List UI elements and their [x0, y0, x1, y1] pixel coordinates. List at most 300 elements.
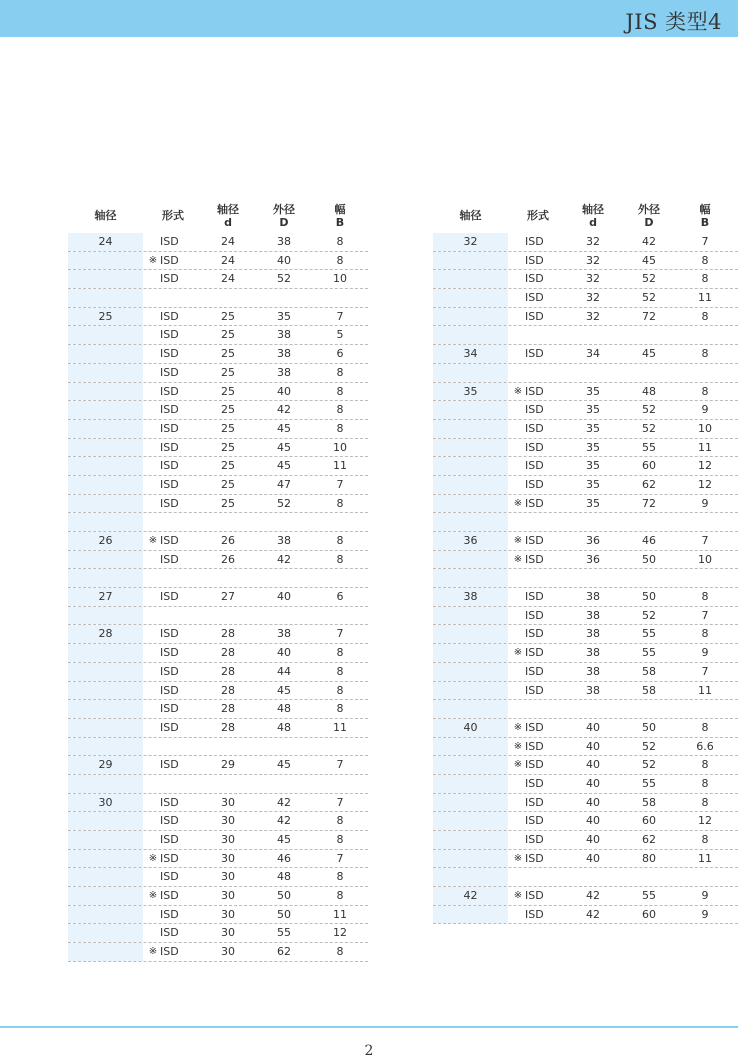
- col-header-D: [629, 203, 669, 229]
- inner-diameter: 40: [586, 720, 600, 734]
- table-row: [68, 625, 368, 644]
- inner-diameter: 35: [586, 421, 600, 435]
- outer-diameter: 50: [642, 590, 656, 604]
- width-value: 7: [701, 608, 709, 622]
- outer-diameter: 46: [642, 534, 656, 547]
- inner-diameter: 28: [221, 702, 235, 716]
- width-value: 9: [701, 889, 709, 903]
- outer-diameter: 50: [642, 552, 656, 566]
- table-row: [68, 495, 368, 514]
- outer-diameter: 58: [642, 664, 656, 678]
- shaft-cell-bg: [433, 495, 508, 513]
- note-mark: ※: [148, 946, 158, 958]
- seal-type: ISD: [525, 440, 544, 454]
- inner-diameter: 25: [221, 347, 235, 361]
- outer-diameter: 55: [277, 926, 291, 940]
- seal-type: ISD: [525, 552, 544, 566]
- outer-diameter: 52: [642, 291, 656, 305]
- shaft-cell-bg: [433, 812, 508, 830]
- width-value: 8: [336, 702, 344, 716]
- width-value: 8: [336, 365, 344, 379]
- inner-diameter: 40: [586, 851, 600, 865]
- shaft-cell-bg: [433, 326, 508, 344]
- width-value: 8: [701, 253, 709, 267]
- inner-diameter: 26: [221, 534, 235, 547]
- seal-type: ISD: [160, 440, 179, 454]
- seal-type: ISD: [160, 590, 179, 604]
- shaft-cell-bg: [68, 383, 143, 401]
- inner-diameter: 36: [586, 552, 600, 566]
- seal-type: ISD: [160, 926, 179, 940]
- shaft-cell-bg: [433, 401, 508, 419]
- outer-diameter: 45: [642, 347, 656, 361]
- seal-type: ISD: [525, 814, 544, 828]
- seal-type: ISD: [525, 889, 544, 903]
- outer-diameter: 45: [277, 758, 291, 772]
- outer-diameter: 80: [642, 851, 656, 865]
- seal-type: ISD: [160, 702, 179, 716]
- width-value: 9: [701, 403, 709, 417]
- seal-type: ISD: [525, 758, 544, 772]
- width-value: 11: [698, 440, 712, 454]
- inner-diameter: 34: [586, 347, 600, 361]
- width-value: 11: [698, 683, 712, 697]
- shaft-cell-bg: [433, 270, 508, 288]
- width-value: 7: [701, 534, 709, 547]
- width-value: 8: [336, 833, 344, 846]
- width-value: 5: [336, 328, 344, 342]
- outer-diameter: 42: [642, 235, 656, 248]
- table-row: [68, 551, 368, 570]
- inner-diameter: 25: [221, 421, 235, 435]
- outer-diameter: 45: [277, 421, 291, 435]
- outer-diameter: 50: [277, 889, 291, 903]
- width-value: 8: [336, 534, 344, 547]
- table-row: [433, 663, 738, 682]
- outer-diameter: 50: [277, 907, 291, 921]
- width-value: 8: [701, 627, 709, 641]
- col-header-B-label: 幅: [699, 203, 711, 216]
- inner-diameter: 40: [586, 758, 600, 772]
- table-row: [68, 850, 368, 869]
- shaft-cell-bg: [433, 794, 508, 812]
- table-row: [68, 924, 368, 943]
- seal-type: ISD: [525, 235, 544, 248]
- outer-diameter: 55: [642, 440, 656, 454]
- col-header-type: 形式: [527, 209, 549, 222]
- outer-diameter: 38: [277, 365, 291, 379]
- col-header-B-label: 幅: [334, 203, 346, 216]
- outer-diameter: 47: [277, 477, 291, 491]
- table-row: [68, 233, 368, 252]
- seal-type: ISD: [160, 365, 179, 379]
- table-row: [433, 738, 738, 757]
- note-mark: ※: [513, 852, 523, 864]
- shaft-diameter: 30: [98, 795, 113, 809]
- shaft-cell-bg: [68, 663, 143, 681]
- width-value: 8: [336, 552, 344, 566]
- table-row: [433, 906, 738, 925]
- shaft-cell-bg: [68, 700, 143, 718]
- table-row: [433, 401, 738, 420]
- table-row: [68, 439, 368, 458]
- seal-type: ISD: [525, 627, 544, 641]
- width-value: 11: [698, 851, 712, 865]
- shaft-cell-bg: [68, 943, 143, 961]
- inner-diameter: 25: [221, 328, 235, 342]
- seal-type: ISD: [160, 534, 179, 547]
- seal-type: ISD: [160, 477, 179, 491]
- seal-type: ISD: [525, 776, 544, 790]
- outer-diameter: 38: [277, 235, 291, 248]
- note-mark: ※: [513, 759, 523, 771]
- outer-diameter: 48: [642, 384, 656, 398]
- shaft-cell-bg: [433, 252, 508, 270]
- width-value: 8: [336, 889, 344, 903]
- col-header-d-symbol: d: [589, 216, 597, 229]
- seal-type: ISD: [160, 795, 179, 809]
- seal-type: ISD: [525, 795, 544, 809]
- inner-diameter: 30: [221, 833, 235, 846]
- shaft-cell-bg: [68, 476, 143, 494]
- spacer-row: [433, 868, 738, 887]
- outer-diameter: 42: [277, 552, 291, 566]
- table-row: [68, 326, 368, 345]
- shaft-cell-bg: [433, 551, 508, 569]
- table-row: [68, 252, 368, 271]
- width-value: 10: [698, 552, 712, 566]
- seal-type: ISD: [525, 833, 544, 846]
- table-row: [68, 663, 368, 682]
- shaft-cell-bg: [433, 868, 508, 886]
- shaft-cell-bg: [433, 420, 508, 438]
- shaft-diameter: 36: [463, 534, 478, 547]
- col-header-shaft: 轴径: [459, 209, 482, 222]
- outer-diameter: 52: [642, 608, 656, 622]
- shaft-cell-bg: [68, 252, 143, 270]
- shaft-cell-bg: [68, 457, 143, 475]
- table-row: [433, 308, 738, 327]
- shaft-cell-bg: [68, 364, 143, 382]
- seal-type: ISD: [160, 683, 179, 697]
- table-row: [433, 607, 738, 626]
- seal-type: ISD: [525, 646, 544, 660]
- width-value: 8: [336, 814, 344, 828]
- width-value: 7: [336, 851, 344, 865]
- width-value: 8: [336, 421, 344, 435]
- seal-type: ISD: [160, 459, 179, 473]
- shaft-cell-bg: [68, 345, 143, 363]
- note-mark: ※: [513, 553, 523, 565]
- table-row: [68, 868, 368, 887]
- footer-rule: [0, 1026, 738, 1028]
- note-mark: ※: [148, 890, 158, 902]
- inner-diameter: 25: [221, 403, 235, 417]
- outer-diameter: 55: [642, 646, 656, 660]
- inner-diameter: 30: [221, 870, 235, 884]
- outer-diameter: 45: [642, 253, 656, 267]
- inner-diameter: 35: [586, 459, 600, 473]
- shaft-cell-bg: [68, 569, 143, 587]
- inner-diameter: 40: [586, 795, 600, 809]
- table-row: [68, 943, 368, 962]
- seal-type: ISD: [525, 309, 544, 323]
- spacer-row: [433, 569, 738, 588]
- seal-type: ISD: [525, 683, 544, 697]
- shaft-cell-bg: [433, 439, 508, 457]
- width-value: 12: [698, 814, 712, 828]
- table-row: [68, 588, 368, 607]
- inner-diameter: 40: [586, 776, 600, 790]
- seal-type: ISD: [160, 347, 179, 361]
- table-row: [68, 476, 368, 495]
- inner-diameter: 28: [221, 646, 235, 660]
- shaft-cell-bg: [68, 831, 143, 849]
- inner-diameter: 29: [221, 758, 235, 772]
- inner-diameter: 24: [221, 272, 235, 286]
- table-row: [433, 439, 738, 458]
- spacer-row: [433, 364, 738, 383]
- width-value: 12: [333, 926, 347, 940]
- inner-diameter: 30: [221, 795, 235, 809]
- shaft-diameter: 27: [98, 590, 113, 604]
- table-row: [433, 812, 738, 831]
- inner-diameter: 30: [221, 889, 235, 903]
- table-row: [433, 887, 738, 906]
- inner-diameter: 32: [586, 272, 600, 286]
- shaft-diameter: 26: [98, 534, 113, 547]
- width-value: 8: [701, 833, 709, 846]
- seal-type: ISD: [160, 814, 179, 828]
- width-value: 8: [701, 272, 709, 286]
- width-value: 8: [336, 870, 344, 884]
- inner-diameter: 25: [221, 477, 235, 491]
- page-number: 2: [364, 1043, 374, 1059]
- seal-type: ISD: [525, 590, 544, 604]
- col-header-B: [685, 203, 725, 229]
- col-header-D-symbol: D: [279, 216, 289, 229]
- outer-diameter: 38: [277, 627, 291, 641]
- table-row: [433, 831, 738, 850]
- inner-diameter: 28: [221, 664, 235, 678]
- shaft-cell-bg: [68, 906, 143, 924]
- shaft-cell-bg: [68, 270, 143, 288]
- inner-diameter: 35: [586, 477, 600, 491]
- inner-diameter: 38: [586, 646, 600, 660]
- inner-diameter: 40: [586, 814, 600, 828]
- outer-diameter: 40: [277, 384, 291, 398]
- shaft-cell-bg: [433, 700, 508, 718]
- shaft-cell-bg: [433, 625, 508, 643]
- table-row: [68, 401, 368, 420]
- outer-diameter: 60: [642, 907, 656, 921]
- outer-diameter: 60: [642, 459, 656, 473]
- inner-diameter: 24: [221, 253, 235, 267]
- table-row: [68, 906, 368, 925]
- spacer-row: [68, 569, 368, 588]
- col-header-d-label: 轴径: [582, 203, 604, 216]
- table-row: [433, 644, 738, 663]
- outer-diameter: 52: [642, 758, 656, 772]
- inner-diameter: 35: [586, 384, 600, 398]
- seal-type: ISD: [525, 253, 544, 267]
- inner-diameter: 35: [586, 403, 600, 417]
- inner-diameter: 38: [586, 590, 600, 604]
- seal-type: ISD: [525, 459, 544, 473]
- outer-diameter: 40: [277, 646, 291, 660]
- shaft-diameter: 35: [463, 384, 478, 398]
- table-row: [433, 457, 738, 476]
- outer-diameter: 50: [642, 720, 656, 734]
- outer-diameter: 58: [642, 683, 656, 697]
- shaft-diameter: 40: [463, 720, 478, 734]
- table-row: [68, 308, 368, 327]
- shaft-diameter: 24: [98, 235, 113, 248]
- table-row: [433, 233, 738, 252]
- inner-diameter: 28: [221, 683, 235, 697]
- outer-diameter: 45: [277, 683, 291, 697]
- table-row: [68, 831, 368, 850]
- note-mark: ※: [148, 254, 158, 266]
- seal-type: ISD: [525, 534, 544, 547]
- table-row: [68, 364, 368, 383]
- note-mark: ※: [513, 535, 523, 546]
- seal-type: ISD: [160, 384, 179, 398]
- col-header-B-symbol: B: [700, 216, 710, 229]
- outer-diameter: 52: [642, 272, 656, 286]
- table-row: [433, 551, 738, 570]
- outer-diameter: 60: [642, 814, 656, 828]
- table-row: [68, 682, 368, 701]
- width-value: 7: [336, 795, 344, 809]
- table-row: [433, 420, 738, 439]
- col-header-d-symbol: d: [224, 216, 232, 229]
- width-value: 8: [701, 758, 709, 772]
- outer-diameter: 52: [642, 739, 656, 753]
- seal-type: ISD: [160, 833, 179, 846]
- shaft-cell-bg: [68, 868, 143, 886]
- table-header: [68, 200, 368, 233]
- inner-diameter: 38: [586, 627, 600, 641]
- width-value: 7: [336, 627, 344, 641]
- outer-diameter: 38: [277, 347, 291, 361]
- width-value: 9: [701, 907, 709, 921]
- shaft-diameter: 32: [463, 235, 478, 248]
- seal-type: ISD: [160, 851, 179, 865]
- outer-diameter: 62: [642, 477, 656, 491]
- inner-diameter: 26: [221, 552, 235, 566]
- shaft-cell-bg: [68, 401, 143, 419]
- outer-diameter: 45: [277, 833, 291, 846]
- table-row: [433, 794, 738, 813]
- note-mark: ※: [513, 385, 523, 397]
- table-row: [433, 775, 738, 794]
- seal-type: ISD: [160, 272, 179, 286]
- width-value: 8: [701, 384, 709, 398]
- width-value: 8: [336, 253, 344, 267]
- outer-diameter: 45: [277, 459, 291, 473]
- table-row: [68, 719, 368, 738]
- outer-diameter: 48: [277, 702, 291, 716]
- shaft-cell-bg: [68, 439, 143, 457]
- shaft-cell-bg: [433, 644, 508, 662]
- width-value: 6: [336, 590, 344, 604]
- shaft-cell-bg: [433, 476, 508, 494]
- table-row: [433, 756, 738, 775]
- width-value: 8: [701, 720, 709, 734]
- seal-type: ISD: [160, 646, 179, 660]
- outer-diameter: 55: [642, 776, 656, 790]
- inner-diameter: 32: [586, 309, 600, 323]
- table-row: [433, 682, 738, 701]
- spacer-row: [68, 775, 368, 794]
- width-value: 8: [701, 776, 709, 790]
- inner-diameter: 32: [586, 291, 600, 305]
- note-mark: ※: [513, 497, 523, 509]
- inner-diameter: 25: [221, 440, 235, 454]
- seal-type: ISD: [525, 907, 544, 921]
- width-value: 11: [698, 291, 712, 305]
- width-value: 11: [333, 720, 347, 734]
- outer-diameter: 42: [277, 403, 291, 417]
- width-value: 10: [333, 440, 347, 454]
- shaft-cell-bg: [68, 850, 143, 868]
- inner-diameter: 42: [586, 889, 600, 903]
- col-header-D-symbol: D: [644, 216, 654, 229]
- table-row: [433, 289, 738, 308]
- inner-diameter: 35: [586, 496, 600, 510]
- shaft-cell-bg: [433, 906, 508, 924]
- seal-type: ISD: [525, 421, 544, 435]
- width-value: 8: [336, 945, 344, 959]
- shaft-cell-bg: [433, 289, 508, 307]
- shaft-cell-bg: [68, 719, 143, 737]
- table-row: [68, 644, 368, 663]
- shaft-diameter: 38: [463, 590, 478, 604]
- spacer-row: [433, 513, 738, 532]
- inner-diameter: 28: [221, 720, 235, 734]
- table-row: [68, 420, 368, 439]
- shaft-cell-bg: [433, 308, 508, 326]
- seal-type: ISD: [160, 889, 179, 903]
- col-header-D-label: 外径: [273, 203, 295, 216]
- seal-type: ISD: [160, 870, 179, 884]
- table-header: [433, 200, 738, 233]
- table-row: [433, 719, 738, 738]
- width-value: 7: [336, 309, 344, 323]
- outer-diameter: 44: [277, 664, 291, 678]
- shaft-cell-bg: [68, 326, 143, 344]
- width-value: 8: [336, 664, 344, 678]
- note-mark: ※: [148, 535, 158, 546]
- seal-type: ISD: [160, 328, 179, 342]
- seal-type: ISD: [525, 477, 544, 491]
- inner-diameter: 25: [221, 309, 235, 323]
- seal-type: ISD: [160, 235, 179, 248]
- outer-diameter: 52: [642, 403, 656, 417]
- width-value: 9: [701, 646, 709, 660]
- outer-diameter: 55: [642, 889, 656, 903]
- seal-type: ISD: [160, 421, 179, 435]
- seal-type: ISD: [525, 291, 544, 305]
- table-row: [433, 476, 738, 495]
- outer-diameter: 62: [277, 945, 291, 959]
- shaft-cell-bg: [433, 850, 508, 868]
- shaft-cell-bg: [433, 513, 508, 531]
- inner-diameter: 30: [221, 907, 235, 921]
- inner-diameter: 32: [586, 235, 600, 248]
- inner-diameter: 24: [221, 235, 235, 248]
